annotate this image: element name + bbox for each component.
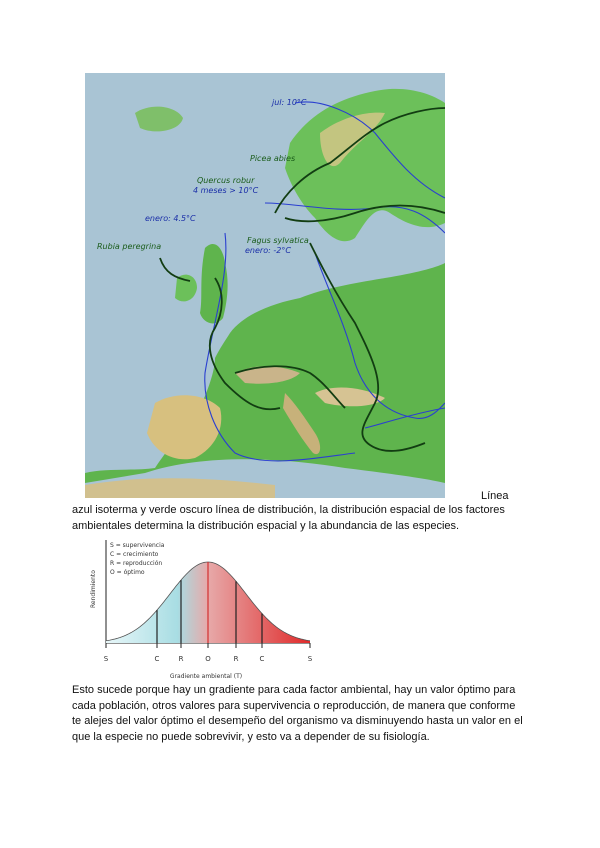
y-axis-label: Rendimiento <box>90 570 97 608</box>
x-tick-label: S <box>307 655 313 663</box>
europe-map <box>85 73 445 498</box>
x-axis-label: Gradiente ambiental (T) <box>169 673 243 680</box>
label-picea: Picea abies <box>250 154 296 163</box>
caption-first-word: Línea <box>481 490 509 502</box>
legend-item: R = reproducción <box>110 560 163 567</box>
x-tick-label: R <box>178 655 184 663</box>
x-tick-label: C <box>259 655 265 663</box>
map-graphic <box>85 73 445 498</box>
chart-svg <box>86 536 324 680</box>
x-tick-label: R <box>233 655 239 663</box>
label-fagus: Fagus sylvatica <box>247 236 309 245</box>
label-enero45: enero: 4.5°C <box>145 214 196 223</box>
x-tick-label: S <box>103 655 109 663</box>
label-meses: 4 meses > 10°C <box>193 186 259 195</box>
x-tick-label: C <box>154 655 160 663</box>
label-jul: jul: 10°C <box>272 98 307 107</box>
legend-item: S = supervivencia <box>110 542 165 549</box>
legend-item: C = crecimiento <box>110 551 159 558</box>
label-enero2: enero: -2°C <box>245 246 291 255</box>
body-paragraph: Esto sucede porque hay un gradiente para cada factor ambiental, hay un valor óptimo para cada población, otros valores para supervivencia o reproducción, de manera que conforme te alejes del valor óptimo el desempeño del organismo va disminuyendo hasta un valor en el que la especie no puede sobrevivir, y esto va a depender de su fisiología. <box>72 684 523 743</box>
label-rubia: Rubia peregrina <box>97 242 162 251</box>
chart-legend <box>110 542 165 576</box>
legend-item: O = óptimo <box>110 569 145 576</box>
caption-text: azul isoterma y verde oscuro línea de distribución, la distribución espacial de los factores ambientales determina la distribución espacial y la abundancia de las especies. <box>72 504 505 532</box>
x-tick-label: O <box>205 655 211 663</box>
performance-chart <box>86 536 324 680</box>
label-quercus: Quercus robur <box>197 176 255 185</box>
